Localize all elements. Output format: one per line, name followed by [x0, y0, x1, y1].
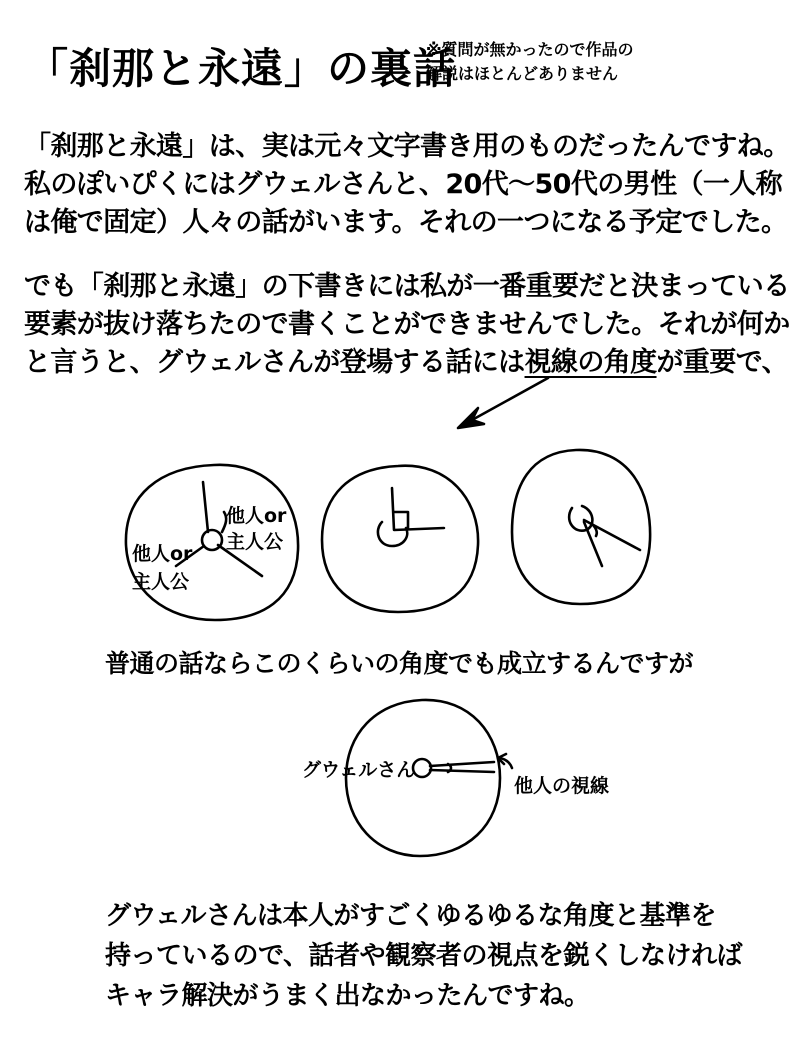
- paragraph-line: は俺で固定）人々の話がいます。それの一つになる予定でした。: [24, 207, 788, 238]
- diagram-narrow-angle: [512, 450, 650, 604]
- paragraph-line: でも「刹那と永遠」の下書きには私が一番重要だと決まっている: [24, 271, 790, 302]
- paragraph-line: 持っているので、話者や観察者の視点を鋭くしなければ: [105, 941, 742, 971]
- paragraph-text: と言うと、グウェルさんが登場する話には: [24, 347, 525, 378]
- paragraph-conclusion: [105, 896, 742, 1016]
- diagram-label: 他人の視線: [514, 775, 610, 797]
- angle-arc: [394, 512, 408, 528]
- paragraph-line: 要素が抜け落ちたので書くことができませんでした。それが何か: [24, 309, 790, 340]
- diagram-label: 他人or: [226, 505, 287, 527]
- paragraph-line: 「刹那と永遠」は、実は元々文字書き用のものだったんですね。: [24, 131, 790, 162]
- paragraph-text: が重要で、: [656, 347, 788, 378]
- diagram-label: 他人or: [132, 543, 193, 565]
- diagram-label: グウェルさん: [302, 759, 416, 781]
- angle-arc: [448, 764, 451, 772]
- page-title: 「刹那と永遠」の裏話: [26, 44, 457, 93]
- pointer-arrow: [472, 378, 548, 420]
- underlined-keyword: 視線の角度: [524, 347, 657, 378]
- gaze-line: [392, 488, 444, 530]
- diagram-label: 主人公: [132, 571, 190, 593]
- gaze-line: [203, 482, 208, 532]
- paragraph-line: 私のぽいぴくにはグウェルさんと、20代〜50代の男性（一人称: [24, 169, 783, 200]
- circle-outline: [322, 466, 478, 612]
- paragraph-line: キャラ解決がうまく出なかったんですね。: [105, 981, 590, 1011]
- caption-normal-angle: 普通の話ならこのくらいの角度でも成立するんですが: [105, 649, 694, 678]
- gaze-line: [430, 762, 494, 766]
- center-point: [413, 759, 431, 777]
- diagram-label: 主人公: [226, 531, 284, 553]
- diagram-right-angle: [322, 466, 478, 612]
- paragraph-line: グウェルさんは本人がすごくゆるゆるな角度と基準を: [105, 901, 716, 931]
- arrow-head-icon: [458, 408, 484, 428]
- center-point: [569, 506, 592, 531]
- circle-outline: [512, 450, 650, 604]
- gaze-line: [430, 770, 494, 772]
- author-note-line: 解説はほとんどありません: [426, 64, 619, 83]
- author-note-line: ※質問が無かったので作品の: [426, 40, 634, 59]
